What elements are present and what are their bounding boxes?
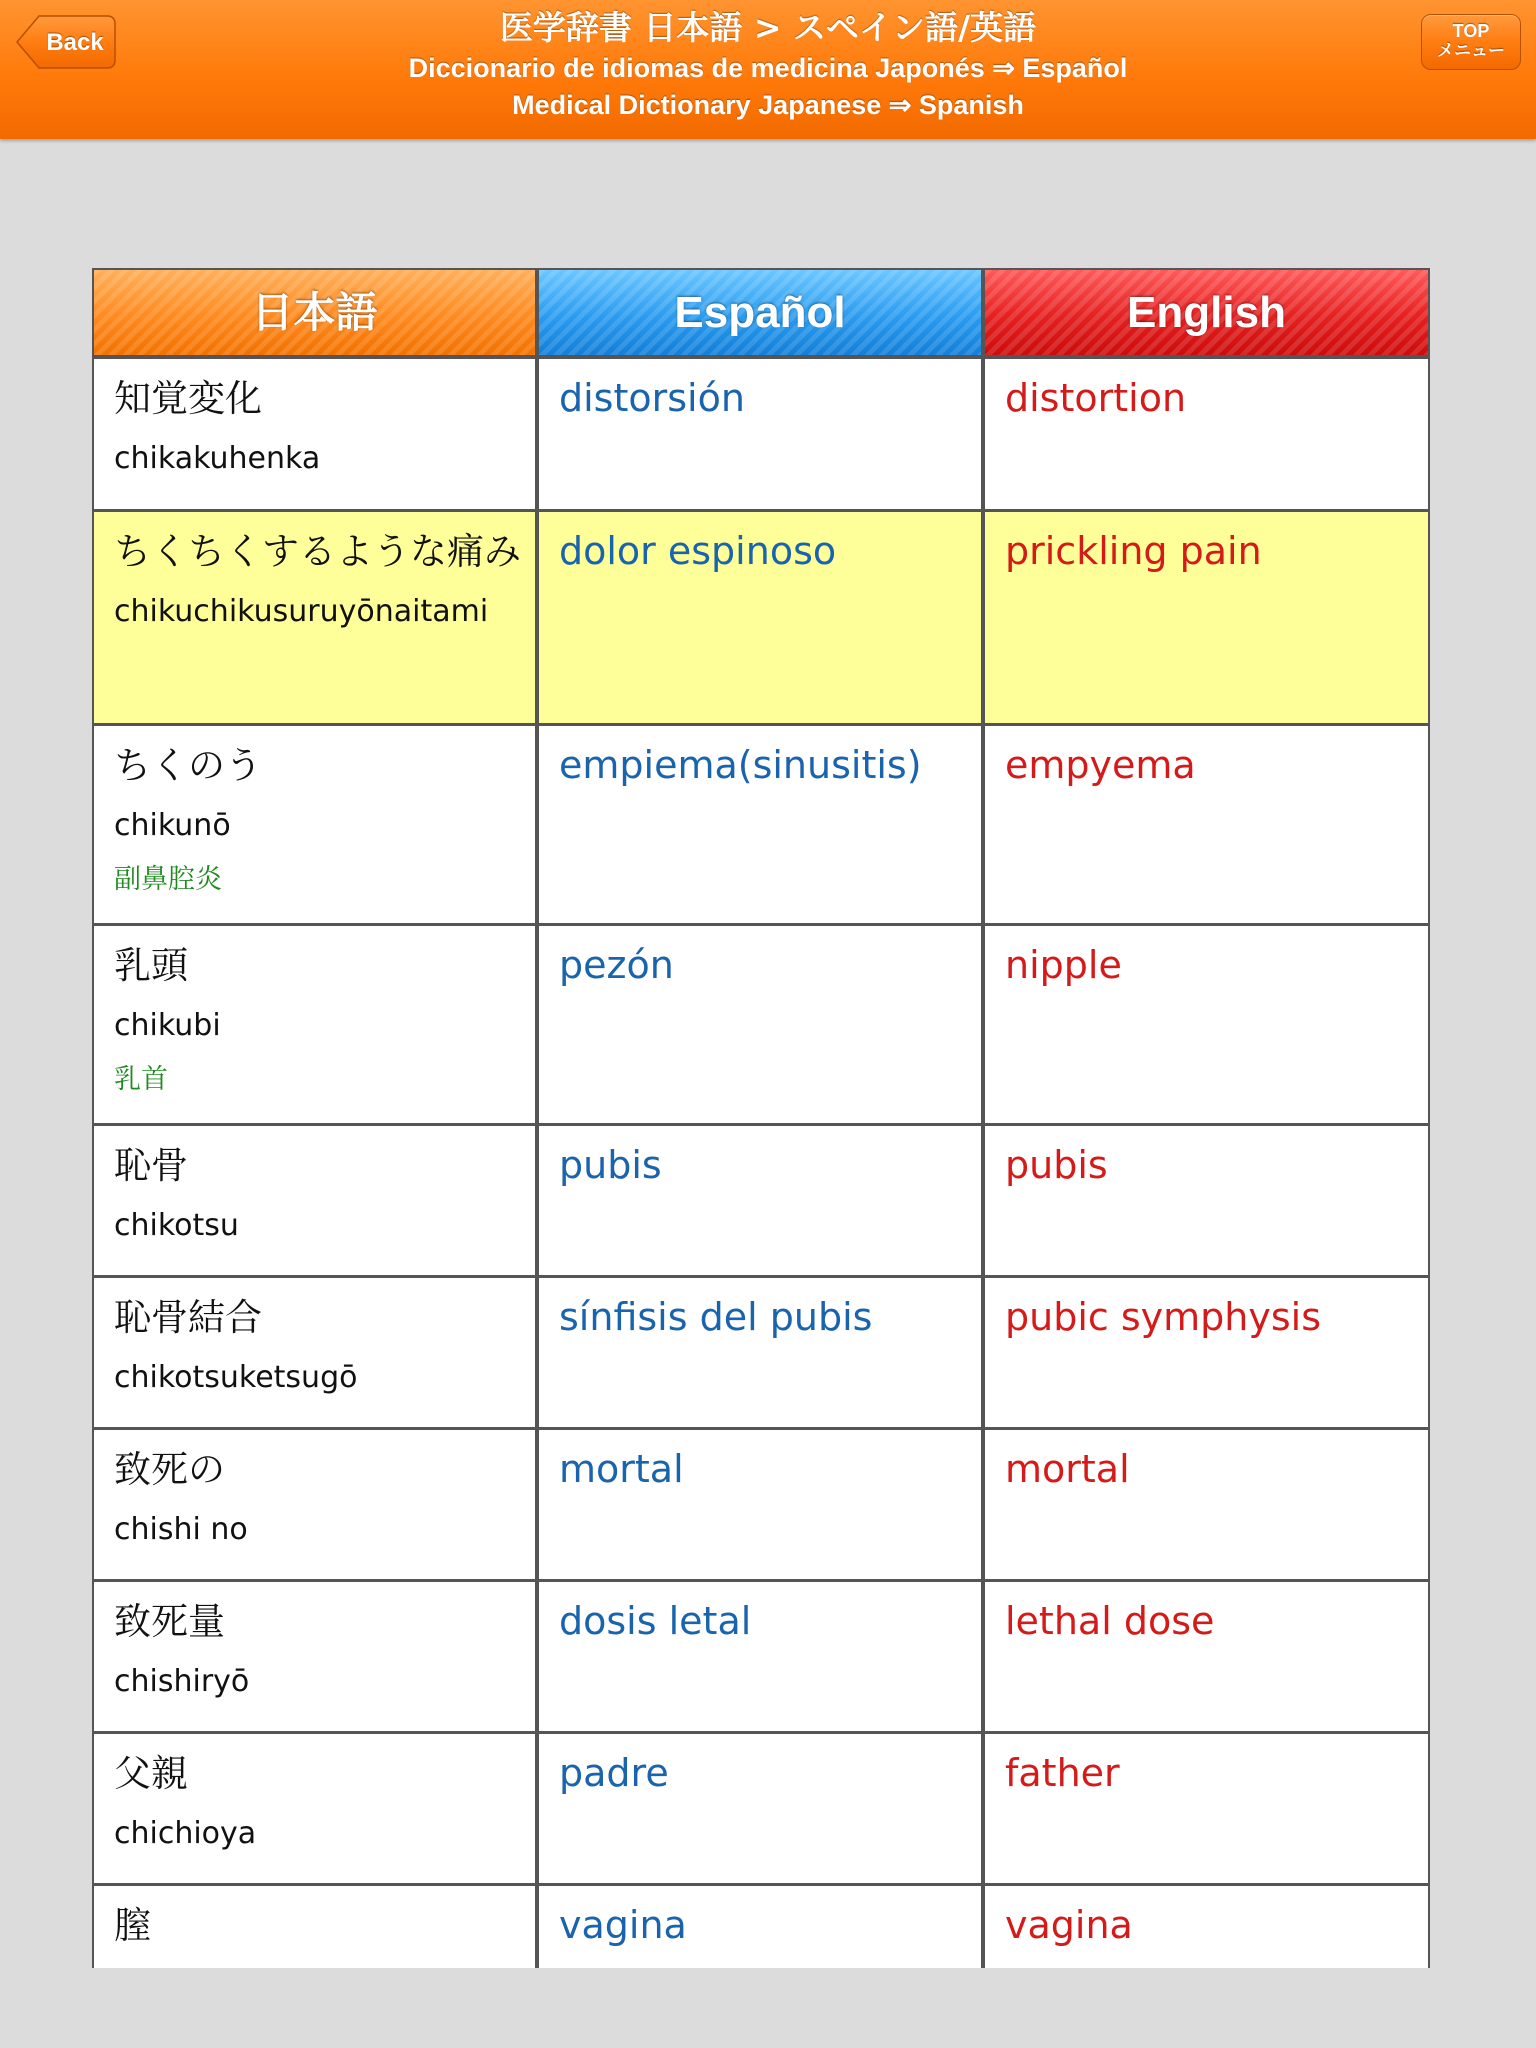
romaji-reading: chishi no (114, 1512, 248, 1547)
japanese-cell (94, 1430, 535, 1579)
japanese-term: 父親 (114, 1752, 188, 1795)
table-row[interactable] (92, 1276, 1430, 1428)
english-cell (985, 1430, 1428, 1579)
spanish-term: empiema(sinusitis) (559, 743, 922, 787)
subtitle-spanish: Diccionario de idiomas de medicina Japonés ⇒ Español (408, 53, 1128, 83)
english-cell (985, 512, 1428, 723)
top-menu-sublabel: メニュー (1437, 41, 1505, 61)
spanish-cell (539, 926, 981, 1123)
spanish-term: dolor espinoso (559, 529, 837, 573)
table-row[interactable] (92, 1580, 1430, 1732)
romaji-reading: chikubi (114, 1008, 221, 1043)
dictionary-table[interactable] (92, 268, 1430, 1968)
back-button-label: Back (46, 29, 104, 56)
english-cell (985, 726, 1428, 923)
japanese-cell (94, 726, 535, 923)
column-header-spanish (539, 270, 981, 355)
romaji-reading: chikotsu (114, 1208, 239, 1243)
table-row[interactable] (92, 724, 1430, 924)
japanese-term: 恥骨結合 (114, 1296, 262, 1339)
romaji-reading: chikuchikusuruyōnaitami (114, 594, 489, 629)
japanese-cell (94, 512, 535, 723)
spanish-term: sínfisis del pubis (559, 1295, 873, 1339)
spanish-cell (539, 1430, 981, 1579)
romaji-reading: chikakuhenka (114, 441, 321, 476)
table-row-highlighted[interactable] (92, 510, 1430, 724)
top-menu-label: TOP (1452, 21, 1490, 41)
japanese-cell (94, 1734, 535, 1883)
japanese-cell (94, 1278, 535, 1427)
english-cell (985, 359, 1428, 509)
english-term: pubis (1005, 1143, 1108, 1187)
japanese-cell (94, 1886, 535, 1968)
japanese-term: ちくのう (114, 744, 262, 787)
japanese-term: 知覚変化 (114, 377, 262, 420)
japanese-term: 致死の (114, 1448, 225, 1491)
column-header-spanish-label: Español (674, 288, 846, 337)
japanese-cell (94, 1126, 535, 1275)
english-term: mortal (1005, 1447, 1130, 1491)
navigation-bar (0, 0, 1536, 139)
back-button[interactable] (15, 14, 115, 70)
spanish-cell (539, 1886, 981, 1968)
japanese-term: 乳頭 (114, 944, 188, 987)
table-row[interactable] (92, 1884, 1430, 1968)
spanish-term: dosis letal (559, 1599, 752, 1643)
spanish-term: mortal (559, 1447, 684, 1491)
english-term: nipple (1005, 943, 1122, 987)
page-title: 医学辞書 日本語 > スペイン語/英語 (499, 8, 1037, 47)
table-row[interactable] (92, 1124, 1430, 1276)
table-row[interactable] (92, 1732, 1430, 1884)
spanish-term: padre (559, 1751, 669, 1795)
english-cell (985, 926, 1428, 1123)
romaji-reading: chishiryō (114, 1664, 250, 1699)
spanish-term: pubis (559, 1143, 662, 1187)
table-row[interactable] (92, 1428, 1430, 1580)
english-cell (985, 1886, 1428, 1968)
column-header-japanese (94, 270, 535, 355)
romaji-reading: chichioya (114, 1816, 257, 1851)
japanese-term: 恥骨 (114, 1144, 188, 1187)
spanish-cell (539, 512, 981, 723)
japanese-term: 膣 (114, 1904, 151, 1947)
japanese-term: 致死量 (114, 1600, 225, 1643)
table-row[interactable] (92, 924, 1430, 1124)
japanese-term: ちくちくするような痛み (114, 530, 521, 573)
spanish-term: pezón (559, 943, 674, 987)
title-block (300, 6, 1236, 124)
english-term: father (1005, 1751, 1120, 1795)
column-header-english (985, 270, 1428, 355)
synonym-note: 乳首 (114, 1064, 168, 1095)
romaji-reading: chikotsuketsugō (114, 1360, 358, 1395)
table-header (92, 268, 1430, 357)
spanish-cell (539, 1126, 981, 1275)
spanish-cell (539, 1734, 981, 1883)
japanese-cell (94, 359, 535, 509)
romaji-reading: chikunō (114, 808, 231, 843)
spanish-cell (539, 1278, 981, 1427)
english-term: empyema (1005, 743, 1196, 787)
english-term: vagina (1005, 1903, 1133, 1947)
english-cell (985, 1126, 1428, 1275)
column-header-japanese-label: 日本語 (251, 288, 378, 337)
english-term: prickling pain (1005, 529, 1262, 573)
spanish-cell (539, 359, 981, 509)
english-term: lethal dose (1005, 1599, 1215, 1643)
english-cell (985, 1582, 1428, 1731)
spanish-term: distorsión (559, 376, 745, 420)
column-header-english-label: English (1127, 288, 1286, 337)
english-cell (985, 1734, 1428, 1883)
synonym-note: 副鼻腔炎 (114, 864, 222, 895)
spanish-term: vagina (559, 1903, 687, 1947)
japanese-cell (94, 1582, 535, 1731)
english-cell (985, 1278, 1428, 1427)
table-row[interactable] (92, 357, 1430, 510)
spanish-cell (539, 1582, 981, 1731)
subtitle-english: Medical Dictionary Japanese ⇒ Spanish (512, 90, 1024, 120)
spanish-cell (539, 726, 981, 923)
japanese-cell (94, 926, 535, 1123)
english-term: pubic symphysis (1005, 1295, 1322, 1339)
top-menu-button[interactable] (1421, 14, 1521, 70)
english-term: distortion (1005, 376, 1187, 420)
